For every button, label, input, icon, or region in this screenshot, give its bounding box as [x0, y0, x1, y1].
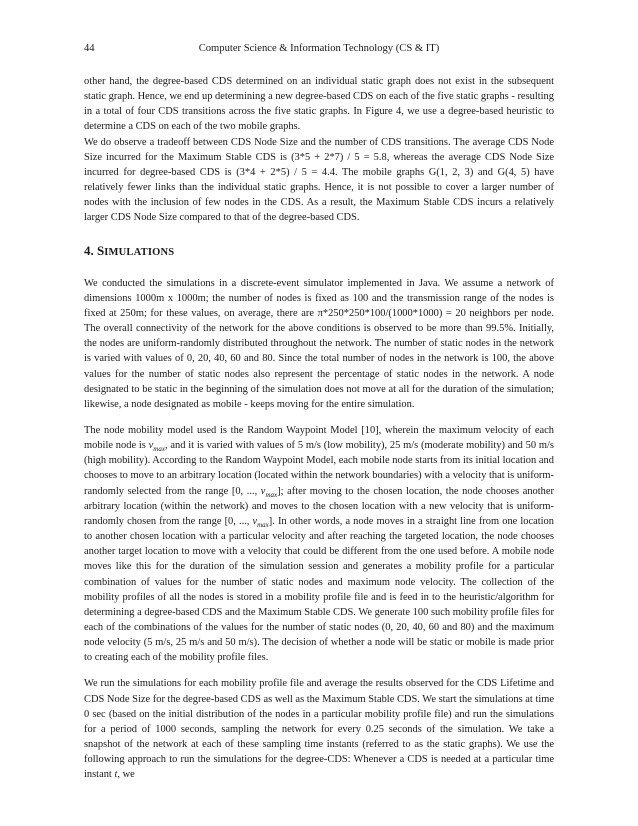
time-symbol: t	[114, 769, 118, 781]
paragraph-4: The node mobility model used is the Random Waypoint Model [10], wherein the maximum velocity of each mobile node is $v_{max}$, and it is varied with values of 5 m/s (low mobility), 25 m/s (moderate mobility) and 50 m/s (high mobility). According to the Random Waypoint Model, each mobile node starts from its initial location and chooses to move to an arbitrary location (located within the network boundaries) with a velocity that is uniform-randomly selected from the range [0, ..., $v_{max}$]; after moving to the chosen location, the node chooses another arbitrary location (within the network) and moves to the chosen location with a new velocity that is uniform-randomly chosen from the range [0, ..., $v_{max}$]. In other words, a node moves in a straight line from one location to another chosen location with a particular velocity and after reaching the targeted location, the node chooses another target location to move with a velocity that could be different from the one used before. A mobile node moves like this for the duration of the simulation session and generates a mobility profile for a particular combination of values for the number of static nodes and maximum node velocity. The collection of the mobility profiles of all the nodes is stored in a mobility profile file and is feed in to the heuristic/algorithm for determining a degree-based CDS and the Maximum Stable CDS. We generate 100 such mobility profile files for each of the combinations of the values for the number of static nodes (0, 20, 40, 60 and 80) and the maximum node velocity (5 m/s, 25 m/s and 50 m/s). The decision of whether a node will be static or mobile is made prior to creating each of the mobility profile files.	[84, 424, 554, 664]
paragraph-2: We do observe a tradeoff between CDS Node Size and the number of CDS transitions. The average CDS Node Size incurred for the Maximum Stable CDS is (3*5 + 2*7) / 5 = 5.8, whereas the average CDS Node Size incurred for degree-based CDS is (3*4 + 2*5) / 5 = 4.4. The mobile graphs G(1, 2, 3) and G(4, 5) have relatively fewer links than the individual static graphs. Hence, it is not possible to cover a larger number of nodes with the inclusion of few nodes in the CDS. As a result, the Maximum Stable CDS incurs a relatively larger CDS Node Size compared to that of the degree-based CDS.	[84, 136, 554, 224]
vmax-symbol: $v_{max}$	[148, 440, 165, 454]
page-header	[84, 42, 554, 56]
section-number: 4.	[84, 242, 97, 258]
paragraph-1: other hand, the degree-based CDS determined on an individual static graph does not exist in the subsequent static graph. Hence, we end up determining a new degree-based CDS on each of the five static graphs - resulting in a total of four CDS transitions across the five static graphs. In Figure 4, we use a degree-based heuristic to determine a CDS on each of the two mobile graphs.	[84, 76, 554, 133]
section-title-rest: IMULATIONS	[104, 246, 175, 258]
paragraph-3: We conducted the simulations in a discrete-event simulator implemented in Java. We assume a network of dimensions 1000m x 1000m; the number of nodes is fixed as 100 and the transmission range of the nodes is fixed at 250m; for these values, on average, there are π*250*250*100/(1000*1000) = 20 neighbors per node. The overall connectivity of the network for the above conditions is observed to be more than 99.5%. Initially, the nodes are uniform-randomly distributed throughout the network. The number of static nodes in the network is varied with values of 0, 20, 40, 60 and 80. Since the total number of nodes in the network is 100, the above values for the number of static nodes also represent the percentage of static nodes in the network. A node designated to be static in the beginning of the simulation does not move at all for the duration of the simulation; likewise, a node designated as mobile - keeps moving for the entire simulation.	[84, 277, 554, 410]
page-number: 44	[84, 43, 95, 54]
vmax-symbol: $v_{max}$	[252, 515, 269, 529]
section-initial: S	[97, 242, 105, 258]
vmax-symbol: $v_{max}$	[260, 485, 278, 499]
body-text	[84, 74, 554, 783]
running-title: Computer Science & Information Technology (CS & IT)	[198, 43, 440, 54]
section-heading	[84, 243, 554, 261]
paragraph-5: We run the simulations for each mobility profile file and average the results observed for the CDS Lifetime and CDS Node Size for the degree-based CDS as well as the Maximum Stable CDS. We start the simulations at time 0 sec (based on the initial distribution of the nodes in a particular mobility profile file) and run the simulations for a period of 1000 seconds, sampling the network for every 0.25 seconds of the simulation. We take a snapshot of the network at each of these sampling time instants (referred to as the static graphs). We use the following approach to run the simulations for the degree-CDS: Whenever a CDS is needed at a particular time instant t, we	[84, 678, 554, 781]
